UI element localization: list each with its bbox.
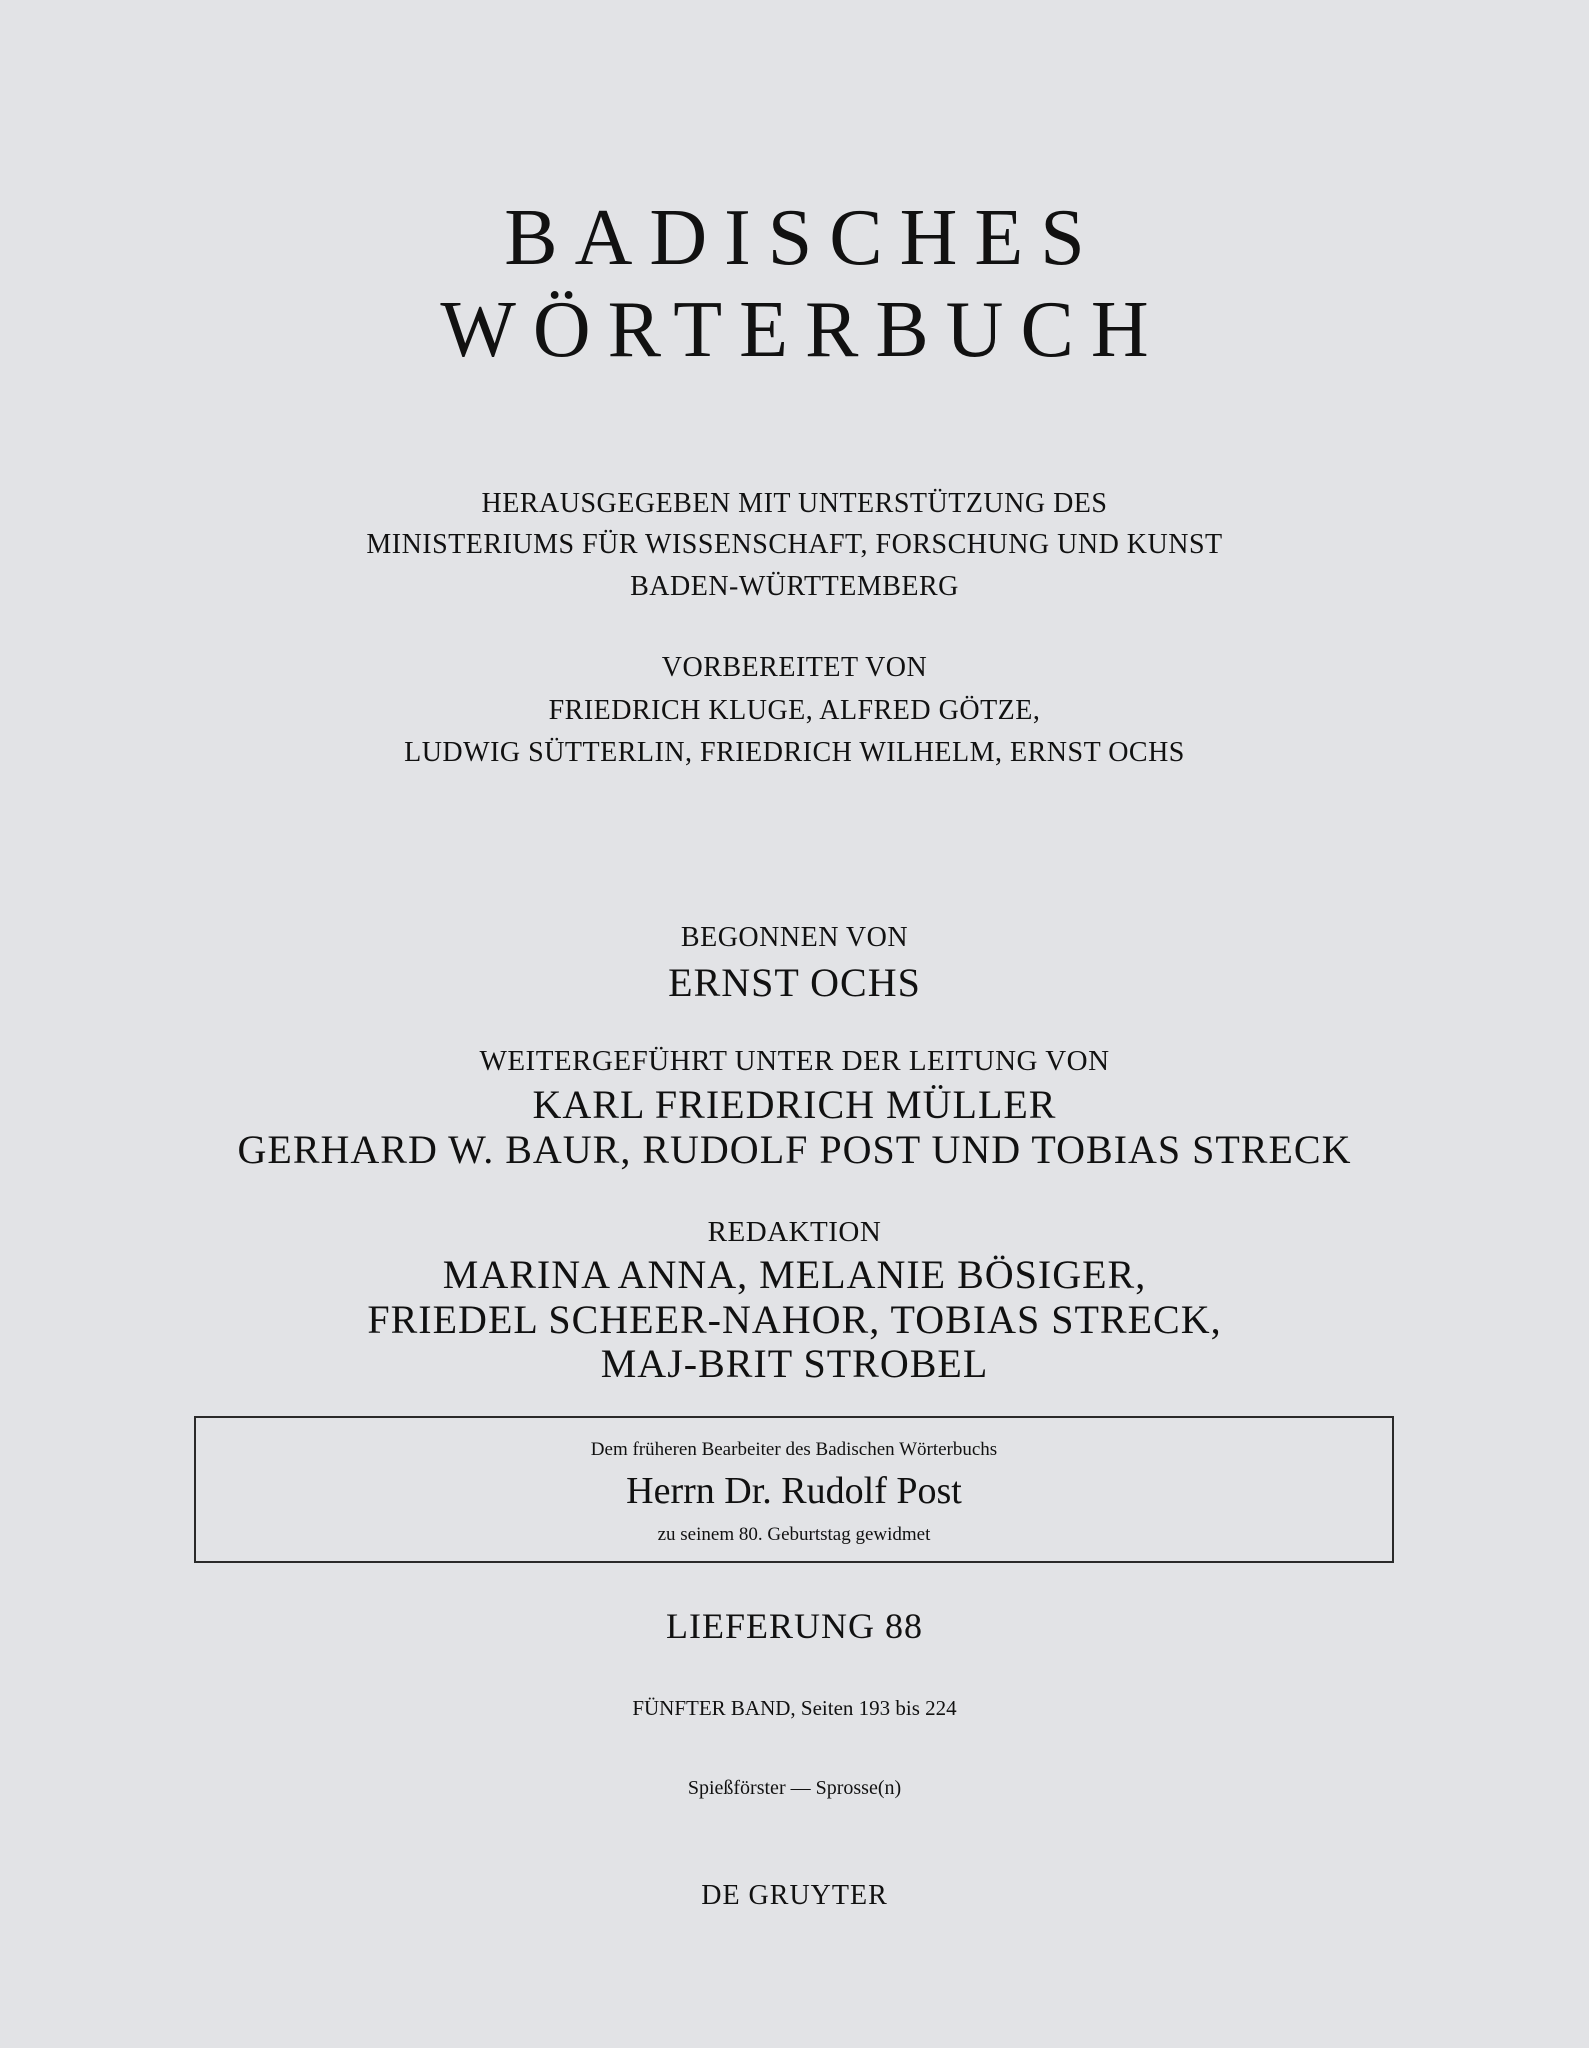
issue-number: LIEFERUNG 88 bbox=[666, 1606, 923, 1646]
begun-by-name: ERNST OCHS bbox=[668, 960, 921, 1005]
dedication-outro: zu seinem 80. Geburtstag gewidmet bbox=[657, 1524, 931, 1545]
prepared-by-label: VORBEREITET VON bbox=[661, 652, 928, 683]
publisher-note-line-3: BADEN-WÜRTTEMBERG bbox=[630, 571, 959, 602]
entry-range: Spießförster — Sprosse(n) bbox=[687, 1777, 902, 1799]
continued-by-line-2: GERHARD W. BAUR, RUDOLF POST UND TOBIAS STRECK bbox=[237, 1127, 1352, 1172]
dedication-intro: Dem früheren Bearbeiter des Badischen Wörterbuchs bbox=[590, 1439, 998, 1460]
prepared-by-line-2: LUDWIG SÜTTERLIN, FRIEDRICH WILHELM, ERNST OCHS bbox=[404, 737, 1185, 768]
continued-by-line-1: KARL FRIEDRICH MÜLLER bbox=[532, 1082, 1057, 1127]
volume-pages: FÜNFTER BAND, Seiten 193 bis 224 bbox=[632, 1696, 957, 1720]
continued-by-label: WEITERGEFÜHRT UNTER DER LEITUNG VON bbox=[479, 1045, 1110, 1077]
dedication-box bbox=[194, 1416, 1394, 1563]
publisher-note-line-1: HERAUSGEGEBEN MIT UNTERSTÜTZUNG DES bbox=[481, 488, 1108, 519]
begun-by-label: BEGONNEN VON bbox=[680, 922, 909, 953]
prepared-by-line-1: FRIEDRICH KLUGE, ALFRED GÖTZE, bbox=[548, 695, 1041, 726]
title-line-2: WÖRTERBUCH bbox=[440, 286, 1166, 374]
editorial-line-2: FRIEDEL SCHEER-NAHOR, TOBIAS STRECK, bbox=[367, 1297, 1222, 1342]
editorial-label: REDAKTION bbox=[707, 1216, 882, 1248]
editorial-line-3: MAJ-BRIT STROBEL bbox=[600, 1341, 989, 1386]
editorial-line-1: MARINA ANNA, MELANIE BÖSIGER, bbox=[442, 1252, 1147, 1297]
publisher-note-line-2: MINISTERIUMS FÜR WISSENSCHAFT, FORSCHUNG UND KUNST bbox=[366, 529, 1223, 560]
publisher-name: DE GRUYTER bbox=[701, 1880, 888, 1911]
dedication-name: Herrn Dr. Rudolf Post bbox=[626, 1470, 962, 1512]
title-line-1: BADISCHES bbox=[504, 194, 1102, 282]
